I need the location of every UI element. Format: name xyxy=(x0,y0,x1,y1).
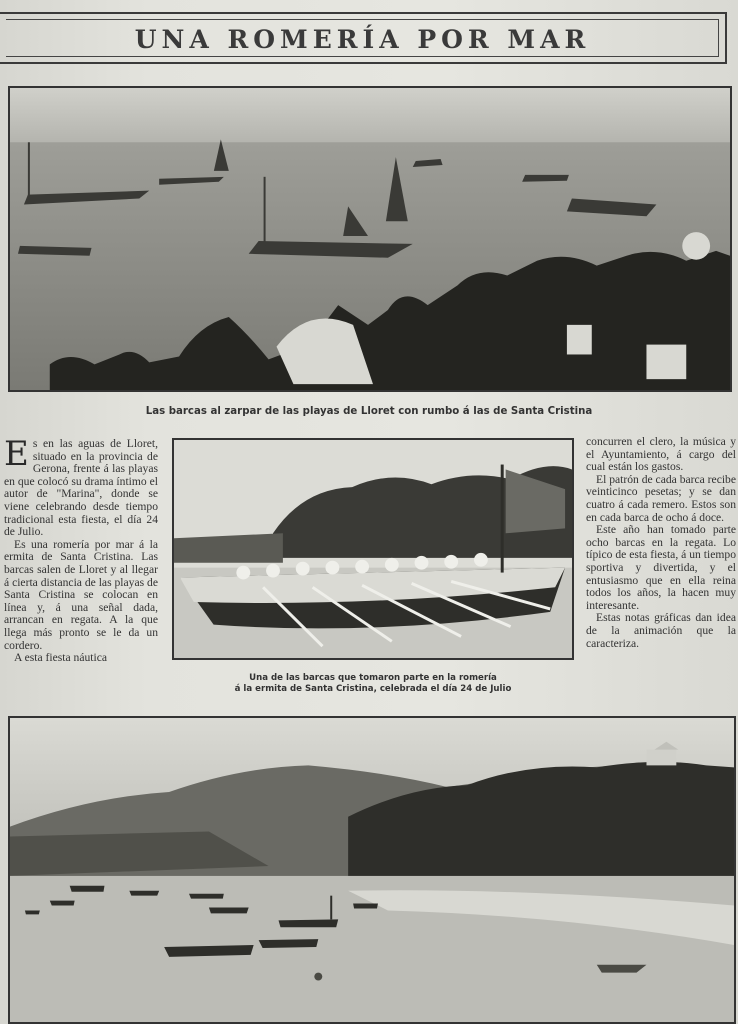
article-paragraph-5: El patrón de cada barca recibe veinticinco pesetas; y se dan cuatro á cada remero. Estos son en cada barca de ocho á doce. xyxy=(586,472,736,524)
bottom-photo-bay-of-santa-cristina xyxy=(8,716,736,1024)
article-left-column xyxy=(4,438,158,708)
middle-photo-image xyxy=(174,440,572,658)
middle-photo-caption-line-2: á la ermita de Santa Cristina, celebrada el día 24 de Julio xyxy=(234,684,512,694)
article-right-column xyxy=(586,436,736,702)
article-paragraph-3: A esta fiesta náutica xyxy=(14,651,108,665)
article-paragraph-6: Este año han tomado parte ocho barcas en la regata. Lo típico de esta fiesta, á un tiempo sportiva y divertida, y el entusiasmo que en ella reina todos los años, la hacen muy interesante. xyxy=(586,523,736,612)
article-paragraph-7: Estas notas gráficas dan idea de la animación que la caracteriza. xyxy=(586,611,736,650)
top-photo-boats-departing xyxy=(8,86,732,392)
article-paragraph-4: concurren el clero, la música y el Ayuntamiento, á cargo del cual están los gastos. xyxy=(586,436,736,474)
bottom-photo-image xyxy=(10,718,734,1022)
title-banner xyxy=(0,12,727,64)
middle-photo-racing-boat xyxy=(172,438,574,660)
dropcap-letter: E xyxy=(4,438,29,474)
top-photo-image xyxy=(10,88,730,390)
top-photo-caption: Las barcas al zarpar de las playas de Lloret con rumbo á las de Santa Cristina xyxy=(145,406,593,417)
article-paragraph-1-text: s en las aguas de Lloret, situado en la provincia de Gerona, frente á las playas en que colocó su drama íntimo el autor de "Marina", donde se viene celebrando desde tiempo tradicional esta fiesta, el día 24 de Julio. xyxy=(4,438,158,539)
article-paragraph-1 xyxy=(4,438,158,539)
page-title: UNA ROMERÍA POR MAR xyxy=(134,25,591,54)
article-paragraph-2: Es una romería por mar á la ermita de Santa Cristina. Las barcas salen de Lloret y al llegar á cierta distancia de las playas de Santa Cristina se colocan en línea y, á una señal dada, arrancan en regata. A la que llega más pronto se le da un cordero. xyxy=(4,537,158,652)
middle-photo-caption-line-1: Una de las barcas que tomaron parte en la romería xyxy=(249,673,497,683)
